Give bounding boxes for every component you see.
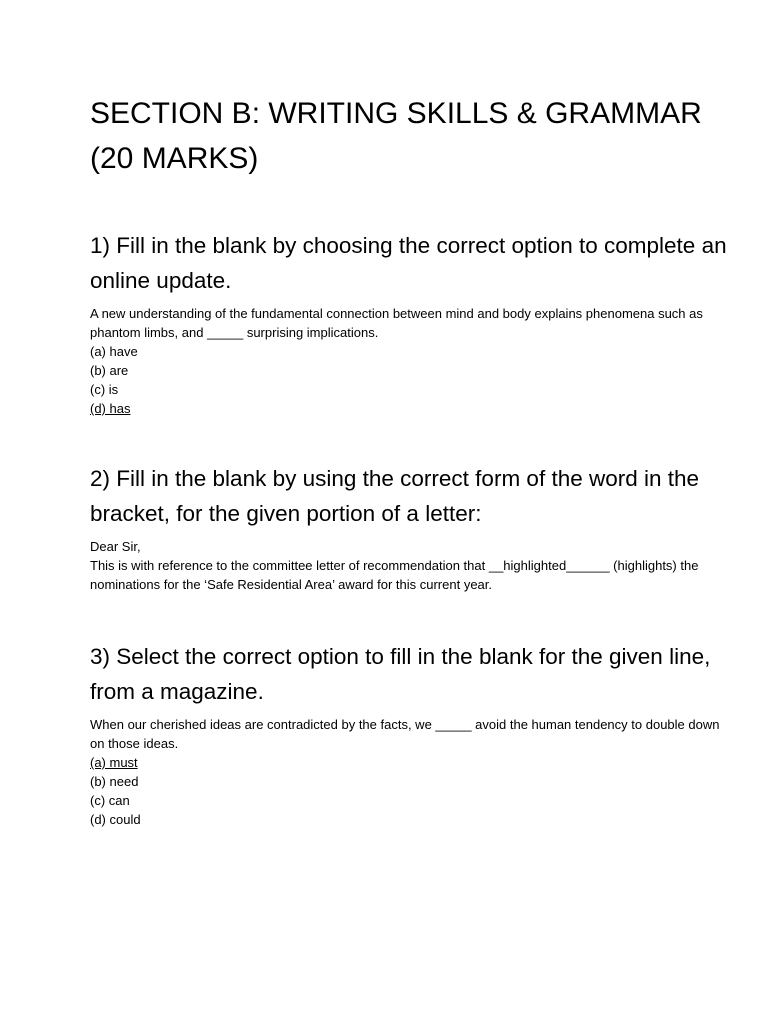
- letter-salutation: Dear Sir,: [90, 539, 141, 554]
- question-1-text: A new understanding of the fundamental connection between mind and body explains phenomena such as phantom limbs, and _____ surprising implications.: [90, 306, 703, 340]
- question-2-text: This is with reference to the committee letter of recommendation that __highlighted______ (highlights) the nominations for the ‘Safe Residential Area’ award for this current year.: [90, 558, 699, 592]
- section-title: SECTION B: WRITING SKILLS & GRAMMAR (20 MARKS): [90, 97, 702, 175]
- question-3-options: [90, 753, 730, 829]
- question-2: [90, 462, 730, 594]
- question-2-body: [90, 537, 730, 594]
- question-3-option-a-answer: (a) must: [90, 755, 138, 770]
- question-1-heading: 1) Fill in the blank by choosing the correct option to complete an online update.: [90, 233, 727, 293]
- question-3-text: When our cherished ideas are contradicted by the facts, we _____ avoid the human tendency to double down on those ideas.: [90, 717, 720, 751]
- question-1-option-d-answer: (d) has: [90, 401, 131, 416]
- question-3-heading: 3) Select the correct option to fill in the blank for the given line, from a magazine.: [90, 644, 711, 704]
- question-1-options: [90, 342, 730, 418]
- question-3: [90, 640, 730, 829]
- question-1-option-a: (a) have: [90, 344, 138, 359]
- question-1: [90, 229, 730, 418]
- question-1-option-b: (b) are: [90, 363, 129, 378]
- question-2-heading: 2) Fill in the blank by using the correct form of the word in the bracket, for the given portion of a letter:: [90, 466, 700, 526]
- question-1-body: [90, 304, 730, 418]
- question-3-option-c: (c) can: [90, 793, 130, 808]
- question-3-option-d: (d) could: [90, 812, 141, 827]
- question-1-option-c: (c) is: [90, 382, 119, 397]
- question-3-body: [90, 715, 730, 829]
- question-3-option-b: (b) need: [90, 774, 139, 789]
